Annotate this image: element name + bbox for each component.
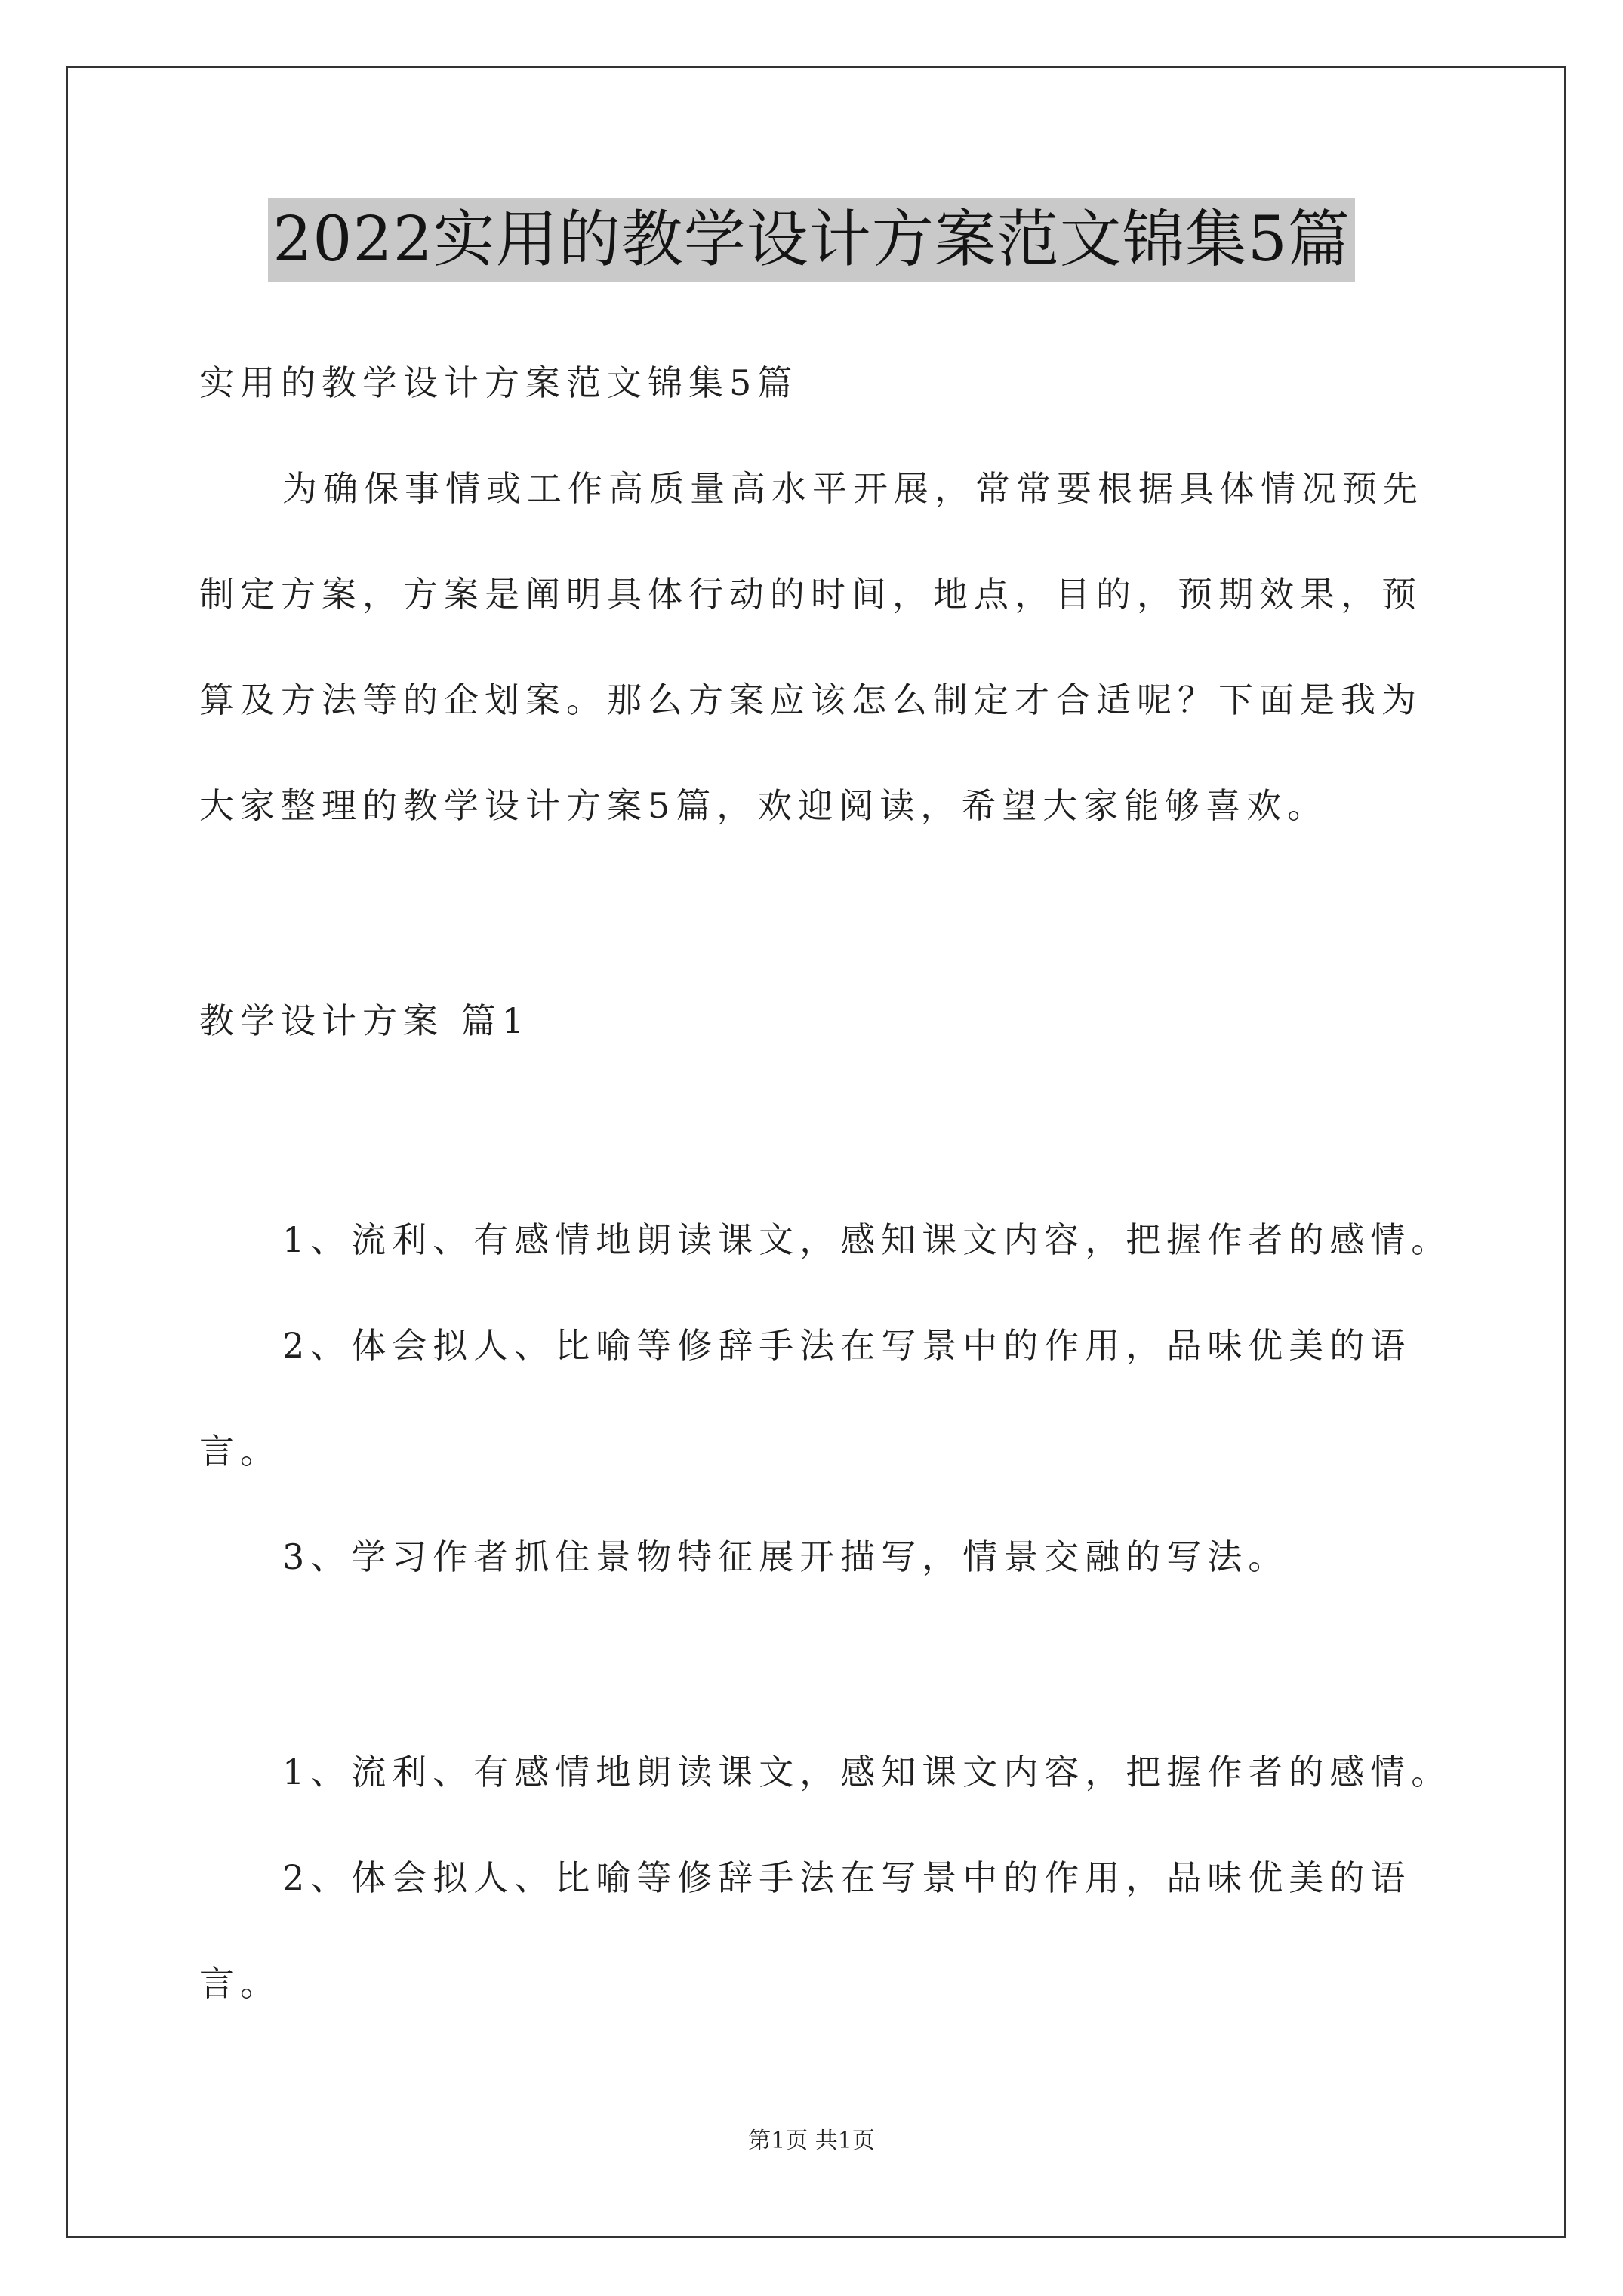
group2-item2-line1: 2、体会拟人、比喻等修辞手法在写景中的作用，品味优美的语 (282, 1857, 1412, 1898)
intro-line-2: 制定方案，方案是阐明具体行动的时间，地点，目的，预期效果，预 (199, 574, 1422, 615)
group1-item1: 1、流利、有感情地朗读课文，感知课文内容，把握作者的感情。 (282, 1219, 1452, 1260)
document-subtitle: 实用的教学设计方案范文锦集5篇 (199, 362, 799, 403)
page-footer: 第1页 共1页 (748, 2128, 875, 2154)
intro-line-1: 为确保事情或工作高质量高水平开展，常常要根据具体情况预先 (282, 468, 1424, 509)
intro-line-4: 大家整理的教学设计方案5篇，欢迎阅读，希望大家能够喜欢。 (199, 785, 1329, 826)
title-container (0, 198, 1623, 282)
group1-item2-line1: 2、体会拟人、比喻等修辞手法在写景中的作用，品味优美的语 (282, 1325, 1412, 1366)
group1-item2-line2: 言。 (199, 1431, 281, 1472)
group2-item1: 1、流利、有感情地朗读课文，感知课文内容，把握作者的感情。 (282, 1752, 1452, 1792)
group2-item2-line2: 言。 (199, 1963, 281, 2004)
document-title: 2022实用的教学设计方案范文锦集5篇 (268, 198, 1355, 282)
group1-item3: 3、学习作者抓住景物特征展开描写，情景交融的写法。 (282, 1536, 1289, 1577)
section-heading: 教学设计方案 篇1 (199, 1000, 530, 1041)
intro-line-3: 算及方法等的企划案。那么方案应该怎么制定才合适呢？下面是我为 (199, 680, 1422, 720)
